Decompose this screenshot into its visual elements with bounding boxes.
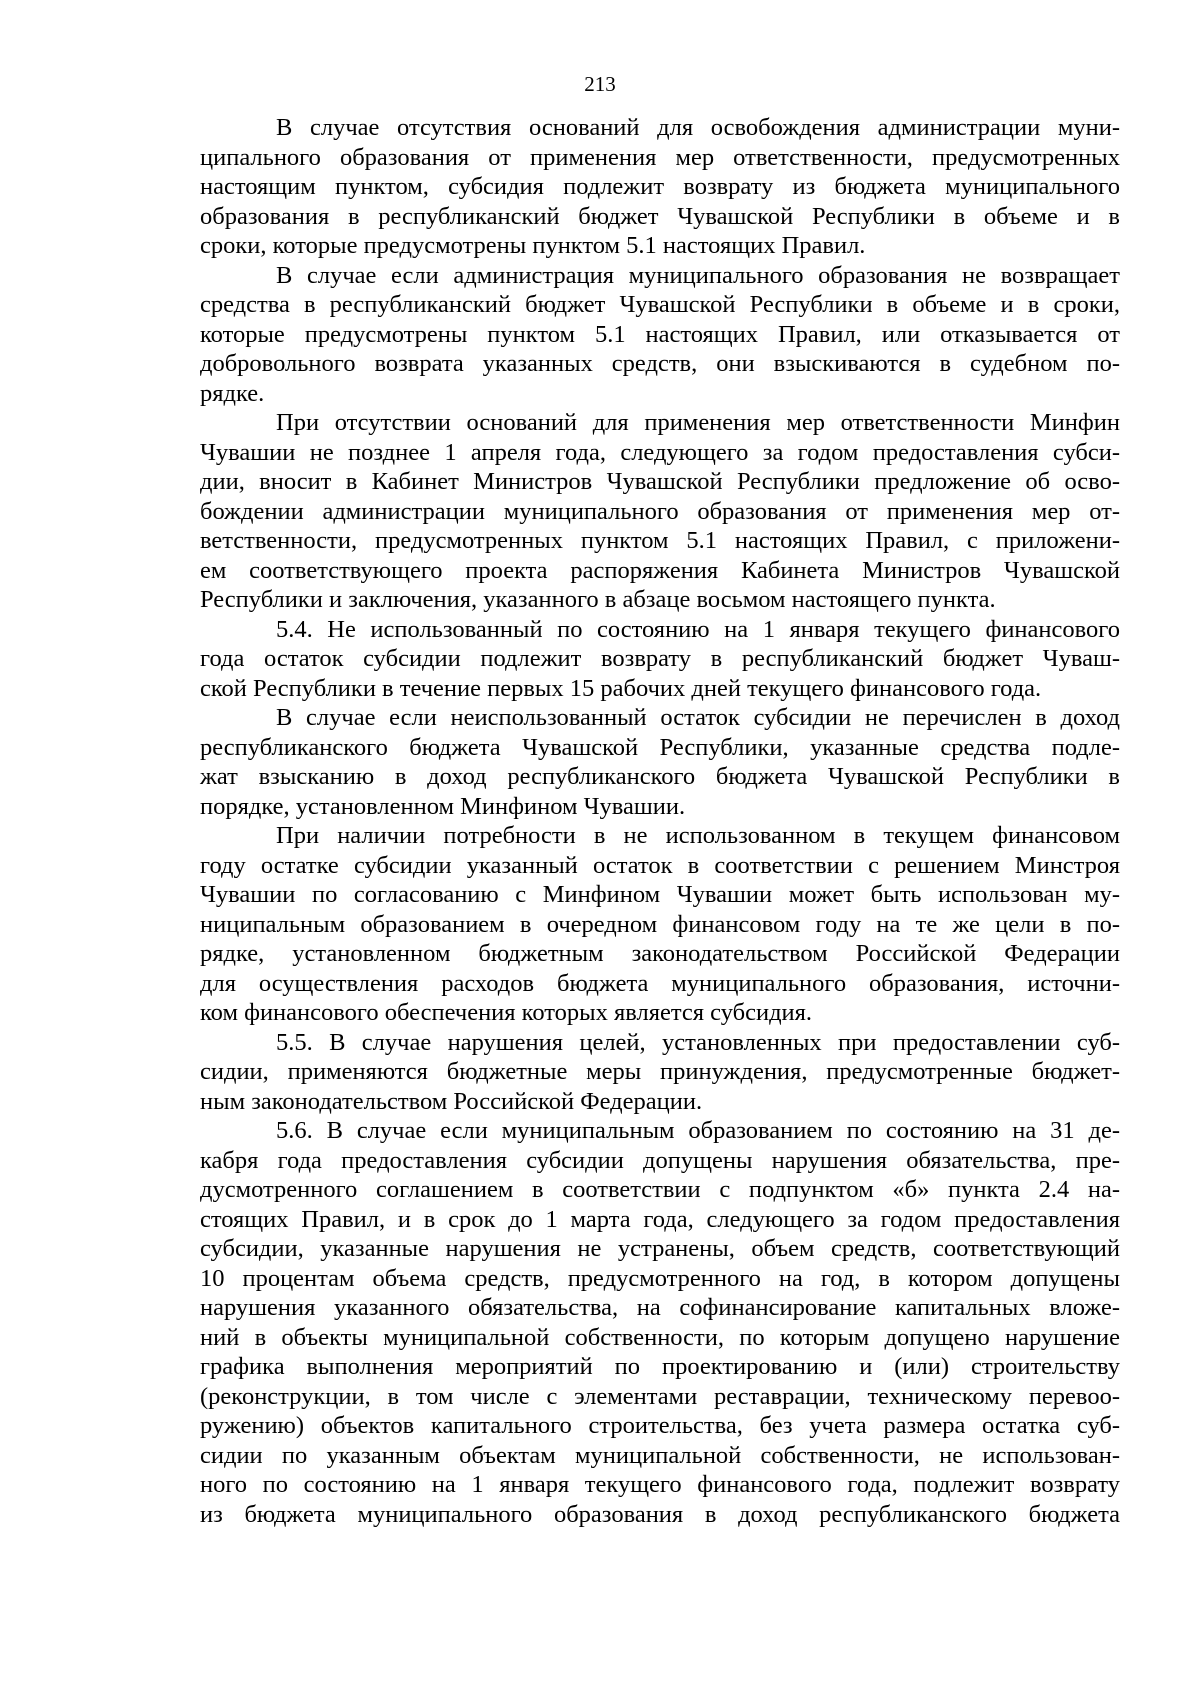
paragraph [200,703,1120,821]
text-line: сидии по указанным объектам муниципальной собственности, не использован- [200,1441,1120,1469]
text-line: нарушения указанного обязательства, на софинансирование капитальных вложе- [200,1294,1120,1321]
document-body [200,113,1120,1529]
text-line: ным законодательством Российской Федерации. [200,1087,703,1115]
text-line: В случае если неиспользованный остаток субсидии не перечислен в доход [276,704,1120,731]
text-line: рядке, установленном бюджетным законодательством Российской Федерации [200,940,1120,967]
text-line: 10 процентам объема средств, предусмотренного на год, в котором допущены [200,1264,1120,1292]
text-line: При отсутствии оснований для применения мер ответственности Минфин [276,409,1120,436]
text-line: ципального образования от применения мер ответственности, предусмотренных [200,143,1120,171]
text-line: года остаток субсидии подлежит возврату в республиканский бюджет Чуваш- [200,645,1120,672]
text-line: сидии, применяются бюджетные меры принуждения, предусмотренные бюджет- [200,1058,1120,1085]
text-line: Республики и заключения, указанного в абзаце восьмом настоящего пункта. [200,586,996,613]
text-line: средства в республиканский бюджет Чувашской Республики в объеме и в сроки, [200,291,1120,318]
text-line: ний в объекты муниципальной собственности, по которым допущено нарушение [200,1323,1120,1351]
text-line: дусмотренного соглашением в соответствии с подпунктом «б» пункта 2.4 на- [200,1176,1120,1203]
text-line: ружению) объектов капитального строительства, без учета размера остатка суб- [200,1412,1120,1439]
text-line: году остатке субсидии указанный остаток в соответствии с решением Минстроя [200,851,1120,879]
paragraph [200,1028,1120,1117]
text-line: ниципальным образованием в очередном финансовом году на те же цели в по- [200,910,1120,938]
text-line: 5.4. Не использованный по состоянию на 1 января текущего финансового [276,615,1120,643]
text-line: добровольного возврата указанных средств, они взыскиваются в судебном по- [200,350,1120,377]
paragraph [200,821,1120,1028]
text-line: образования в республиканский бюджет Чувашской Республики в объеме и в [200,202,1120,230]
text-line: для осуществления расходов бюджета муниципального образования, источни- [200,969,1120,997]
page-number: 213 [584,72,616,96]
text-line: Чувашии не позднее 1 апреля года, следующего за годом предоставления субси- [200,438,1120,466]
text-line: ем соответствующего проекта распоряжения Кабинета Министров Чувашской [200,556,1120,584]
text-line: субсидии, указанные нарушения не устранены, объем средств, соответствующий [200,1235,1120,1262]
text-line: графика выполнения мероприятий по проектированию и (или) строительству [200,1353,1120,1380]
text-line: 5.6. В случае если муниципальным образованием по состоянию на 31 де- [276,1117,1120,1144]
text-line: жат взысканию в доход республиканского бюджета Чувашской Республики в [200,763,1120,790]
text-line: Чувашии по согласованию с Минфином Чувашии может быть использован му- [200,881,1120,908]
paragraph [200,261,1120,409]
text-line: рядке. [200,379,265,407]
text-line: кабря года предоставления субсидии допущены нарушения обязательства, пре- [200,1146,1120,1174]
text-line: порядке, установленном Минфином Чувашии. [200,792,686,820]
text-line: из бюджета муниципального образования в доход республиканского бюджета [200,1500,1120,1528]
text-line: стоящих Правил, и в срок до 1 марта года, следующего за годом предоставления [200,1205,1120,1233]
text-line: (реконструкции, в том числе с элементами реставрации, техническому перевоо- [200,1382,1120,1410]
paragraph [200,615,1120,704]
text-line: ного по состоянию на 1 января текущего финансового года, подлежит возврату [200,1471,1120,1498]
paragraph [200,1116,1120,1529]
text-line: 5.5. В случае нарушения целей, установленных при предоставлении суб- [276,1028,1120,1056]
text-line: ветственности, предусмотренных пунктом 5.1 настоящих Правил, с приложени- [200,527,1120,554]
paragraph [200,408,1120,615]
text-line: настоящим пунктом, субсидия подлежит возврату из бюджета муниципального [200,173,1120,200]
text-line: которые предусмотрены пунктом 5.1 настоящих Правил, или отказывается от [200,320,1120,348]
text-line: бождении администрации муниципального образования от применения мер от- [200,497,1120,525]
text-line: В случае если администрация муниципального образования не возвращает [276,261,1120,289]
text-line: При наличии потребности в не использованном в текущем финансовом [276,822,1120,849]
text-line: республиканского бюджета Чувашской Республики, указанные средства подле- [200,733,1120,761]
text-line: дии, вносит в Кабинет Министров Чувашской Республики предложение об осво- [200,468,1120,495]
text-line: сроки, которые предусмотрены пунктом 5.1 настоящих Правил. [200,232,866,259]
paragraph [200,113,1120,261]
text-line: ской Республики в течение первых 15 рабочих дней текущего финансового года. [200,674,1042,702]
text-line: В случае отсутствия оснований для освобождения администрации муни- [276,114,1120,141]
text-line: ком финансового обеспечения которых является субсидия. [200,999,813,1026]
